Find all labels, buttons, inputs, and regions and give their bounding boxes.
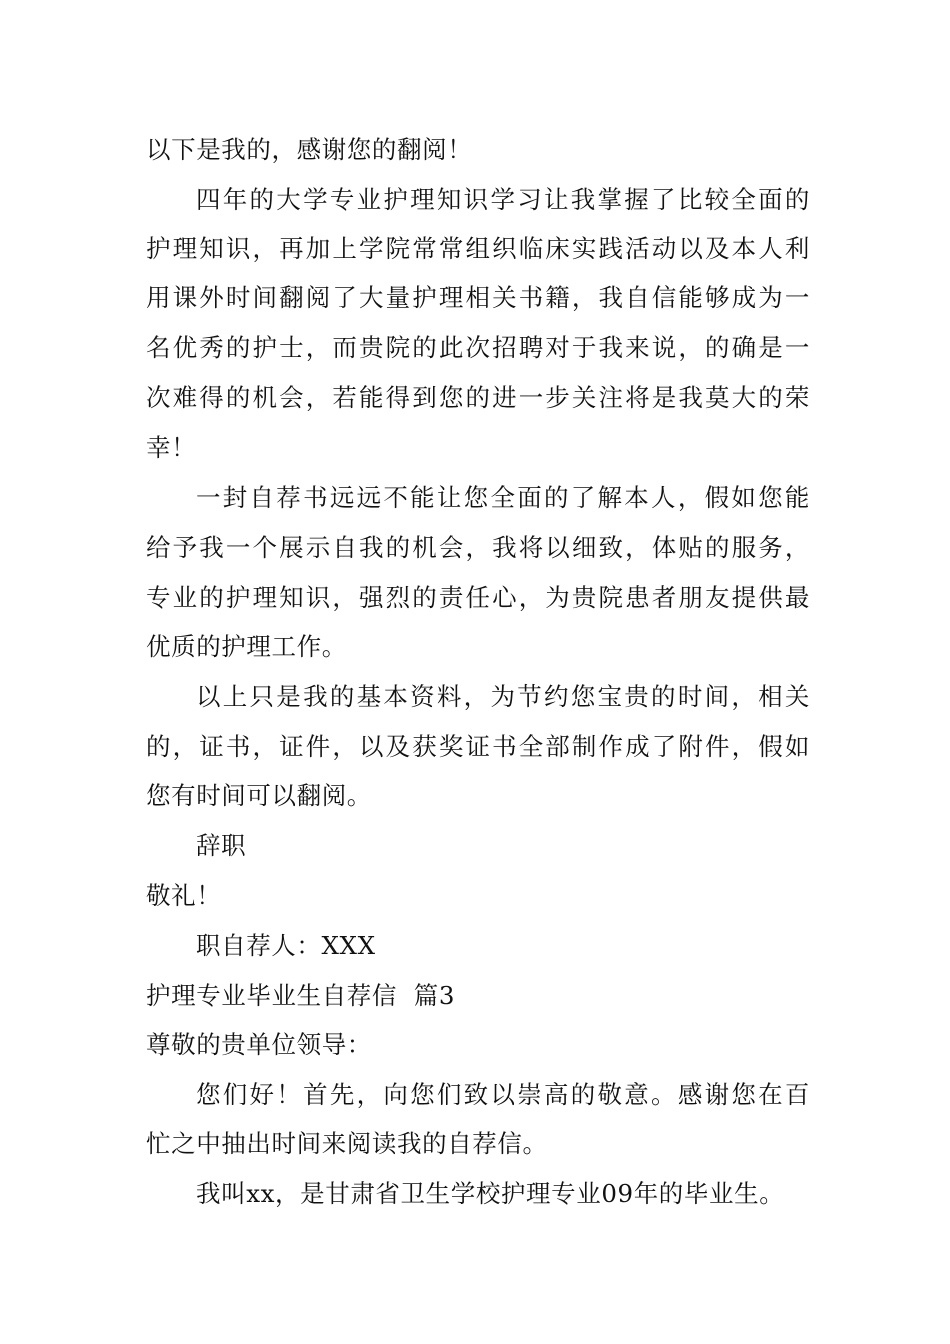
paragraph-line: 幸！ bbox=[146, 433, 197, 462]
paragraph-line: 您们好！首先，向您们致以崇高的敬意。感谢您在百 bbox=[196, 1080, 810, 1109]
paragraph-line: 优质的护理工作。 bbox=[146, 632, 347, 661]
salutation-closing: 敬礼！ bbox=[146, 881, 222, 910]
paragraph-line: 四年的大学专业护理知识学习让我掌握了比较全面的 bbox=[196, 185, 810, 214]
paragraph-line: 名优秀的护士，而贵院的此次招聘对于我来说，的确是一 bbox=[146, 333, 810, 362]
paragraph-line: 忙之中抽出时间来阅读我的自荐信。 bbox=[146, 1129, 548, 1158]
paragraph-line: 一封自荐书远远不能让您全面的了解本人，假如您能 bbox=[196, 483, 810, 512]
paragraph-line: 您有时间可以翻阅。 bbox=[146, 781, 372, 810]
text-line: 辞职 bbox=[196, 831, 247, 860]
paragraph-line: 我叫xx，是甘肃省卫生学校护理专业09年的毕业生。 bbox=[196, 1179, 785, 1208]
text-line: 以下是我的，感谢您的翻阅！ bbox=[146, 135, 473, 164]
paragraph-line: 给予我一个展示自我的机会，我将以细致，体贴的服务， bbox=[146, 533, 810, 562]
paragraph-line: 的，证书，证件，以及获奖证书全部制作成了附件，假如 bbox=[146, 732, 810, 761]
paragraph-line: 专业的护理知识，强烈的责任心，为贵院患者朋友提供最 bbox=[146, 583, 810, 612]
salutation-opening: 尊敬的贵单位领导： bbox=[146, 1030, 372, 1059]
paragraph-line: 次难得的机会，若能得到您的进一步关注将是我莫大的荣 bbox=[146, 383, 810, 412]
paragraph-line: 护理知识，再加上学院常常组织临床实践活动以及本人利 bbox=[146, 234, 810, 263]
section-title: 护理专业毕业生自荐信 篇3 bbox=[146, 981, 456, 1010]
paragraph-line: 以上只是我的基本资料，为节约您宝贵的时间，相关 bbox=[196, 682, 810, 711]
paragraph-line: 用课外时间翻阅了大量护理相关书籍，我自信能够成为一 bbox=[146, 283, 810, 312]
signature-line: 职自荐人：XXX bbox=[196, 931, 376, 960]
